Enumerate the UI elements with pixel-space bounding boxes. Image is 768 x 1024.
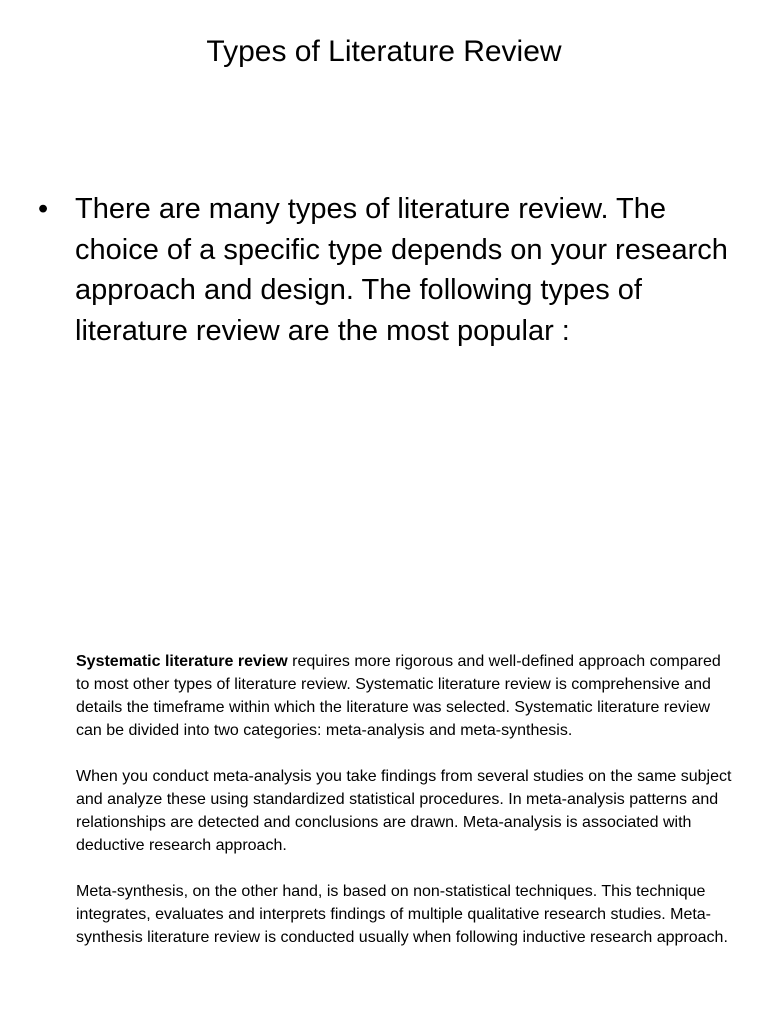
slide-title: Types of Literature Review [206,35,562,68]
slide-notes [76,650,736,949]
bullet-item [38,189,728,351]
bullet-text: There are many types of literature review. The choice of a specific type depends on your research approach and design. The following types of literature review are the most popular : [75,193,728,347]
notes-term-systematic: Systematic literature review [76,653,288,670]
notes-paragraph-systematic [76,650,736,742]
notes-paragraph-systematic-text: requires more rigorous and well-defined approach compared to most other types of literature review. Systematic literature review is comprehensive and details the timeframe within which the literature was selected. Systematic literature review can be divided into two categories: meta-analysis and meta-synthesis. [76,653,721,739]
notes-paragraph-meta-analysis: When you conduct meta-analysis you take findings from several studies on the same subject and analyze these using standardized statistical procedures. In meta-analysis patterns and relationships are detected and conclusions are drawn. Meta-analysis is associated with deductive research approach. [76,768,732,854]
bullet-marker: • [38,193,49,225]
notes-paragraph-meta-synthesis: Meta-synthesis, on the other hand, is based on non-statistical techniques. This technique integrates, evaluates and interprets findings of multiple qualitative research studies. Meta-synthesis literature review is conducted usually when following inductive research approach. [76,883,728,946]
